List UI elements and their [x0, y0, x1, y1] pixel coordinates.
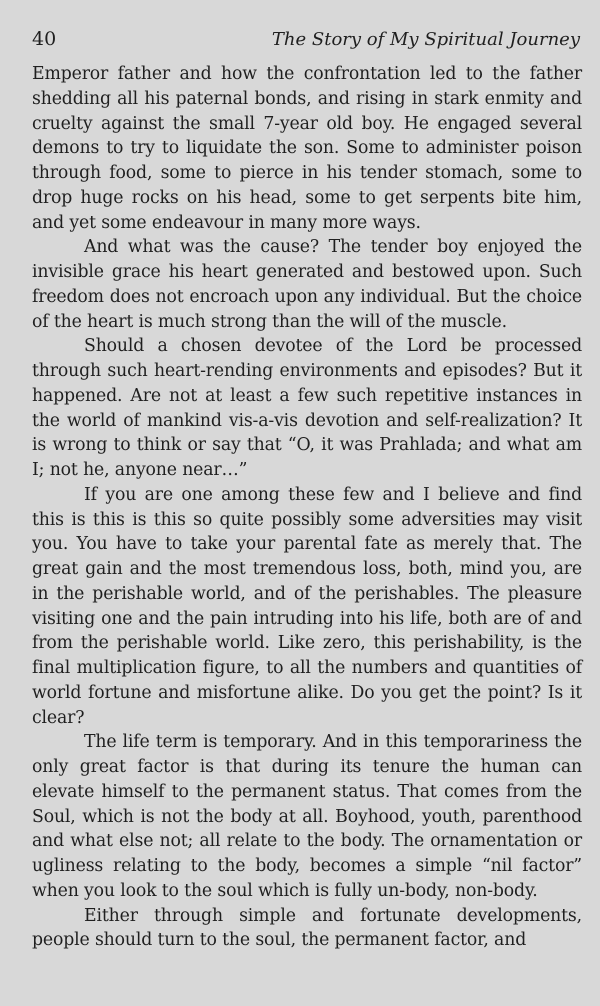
page-header — [32, 26, 582, 60]
paragraph-5: The life term is temporary. And in this temporariness the only great factor is that during its tenure the human can elevate himself to the permanent status. That comes from the Soul, which is not the body at all. Boyhood, youth, parenthood and what else not; all relate to the body. The ornamentation or ugliness relating to the body, becomes a simple “nil factor” when you look to the soul which is fully un-body, non-body. — [32, 732, 582, 901]
paragraph-6: Either through simple and fortunate developments, people should turn to the soul, the permanent factor, and — [32, 905, 582, 951]
paragraph-1: Emperor father and how the confrontation led to the father shedding all his paternal bonds, and rising in stark enmity and cruelty against the small 7-year old boy. He engaged several demons to try to liquidate the son. Some to administer poison through food, some to pierce in his tender stomach, some to drop huge rocks on his head, some to get serpents bite him, and yet some endeavour in many more ways. — [32, 64, 582, 233]
body-text — [32, 62, 582, 953]
running-title: The Story of My Spiritual Journey — [271, 29, 580, 50]
paragraph-3: Should a chosen devotee of the Lord be processed through such heart-rending environments and episodes? But it happened. Are not at least a few such repetitive instances in the world of mankind vis-a-vis devotion and self-realization? It is wrong to think or say that “O, it was Prahlada; and what am I; not he, anyone near…” — [32, 336, 582, 480]
paragraph-2: And what was the cause? The tender boy enjoyed the invisible grace his heart generated and bestowed upon. Such freedom does not encroach upon any individual. But the choice of the heart is much strong than the will of the muscle. — [32, 237, 582, 332]
page-number: 40 — [32, 28, 57, 50]
paragraph-4: If you are one among these few and I believe and find this is this is this so quite possibly some adversities may visit you. You have to take your parental fate as merely that. The great gain and the most tremendous loss, both, mind you, are in the perishable world, and of the perishables. The pleasure visiting one and the pain intruding into his life, both are of and from the perishable world. Like zero, this perishability, is the final multiplication figure, to all the numbers and quantities of world fortune and misfortune alike. Do you get the point? Is it clear? — [32, 484, 582, 728]
